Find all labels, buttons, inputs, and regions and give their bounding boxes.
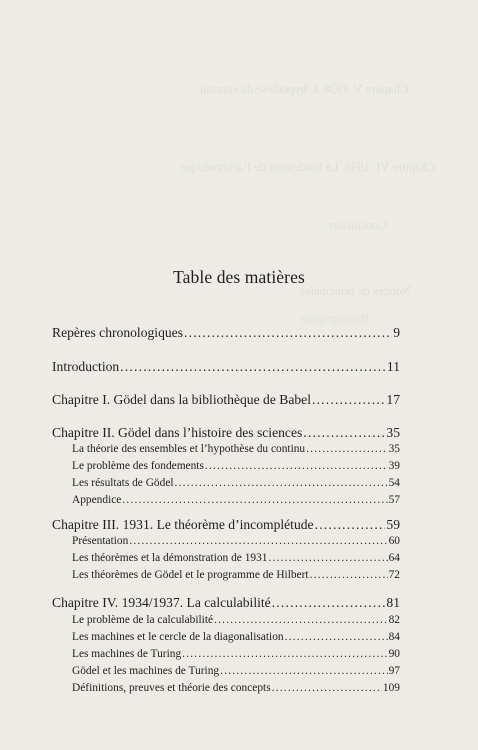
leader-dots [220,665,387,677]
leader-dots [312,392,385,408]
toc-subentry [72,535,400,547]
leader-dots [129,535,387,547]
toc-subentry [72,682,400,694]
toc-entry-label: Les résultats de Gödel [72,477,174,489]
toc-entry-label: Appendice [72,494,122,506]
toc-entry [52,325,400,341]
leader-dots [120,359,386,375]
toc-entry-label: Les machines et le cercle de la diagonalisation [72,631,284,643]
toc-entry-page: 59 [386,517,400,532]
toc-entry-label: Les machines de Turing [72,648,182,660]
leader-dots [272,595,386,611]
toc-entry-label: Introduction [52,359,120,374]
toc-entry-page: 109 [382,682,400,694]
toc-entry-label: Chapitre I. Gödel dans la bibliothèque de Babel [52,392,311,407]
toc-entry-label: Repères chronologiques [52,325,183,340]
toc-subentry [72,477,400,489]
toc-entry-page: 97 [388,665,400,677]
leader-dots [285,631,388,643]
toc-entry-label: Chapitre III. 1931. Le théorème d’incomplétude [52,517,314,532]
page-title: Table des matières [173,267,305,287]
toc-entry-page: 64 [388,552,400,564]
leader-dots [214,614,388,626]
leader-dots [315,517,386,533]
leader-dots [272,682,382,694]
toc-entry-label: La théorie des ensembles et l’hypothèse du continu [72,443,306,455]
toc-entry-page: 35 [386,425,400,440]
toc-entry-label: Le problème des fondements [72,460,204,472]
bleed-through-line: Chapitre VI. 1958. Le fondement de l’arithmétique [180,160,436,174]
toc-subentry [72,631,400,643]
toc-entry-page: 9 [393,325,400,340]
toc-entry-page: 35 [388,443,400,455]
bleed-through-line: Notices de principales [300,284,412,298]
toc-entry-label: Définitions, preuves et théorie des concepts [72,682,271,694]
leader-dots [268,552,387,564]
toc-subentry [72,569,400,581]
toc-entry [52,392,400,408]
toc-subentry [72,552,400,564]
toc-entry [52,595,400,611]
leader-dots [205,460,388,472]
leader-dots [182,648,387,660]
toc-entry-label: Les théorèmes et la démonstration de 1931 [72,552,268,564]
toc-entry-label: Chapitre IV. 1934/1937. La calculabilité [52,595,271,610]
toc-entry-page: 57 [388,494,400,506]
toc-entry-page: 17 [386,392,400,407]
toc-subentry [72,443,400,455]
toc-entry-page: 72 [388,569,400,581]
toc-subentry [72,665,400,677]
toc-entry-page: 82 [388,614,400,626]
toc-entry-page: 90 [388,648,400,660]
toc-subentry [72,614,400,626]
leader-dots [175,477,388,489]
toc-entry-page: 11 [386,359,400,374]
leader-dots [310,569,388,581]
toc-subentry [72,494,400,506]
toc-entry-label: Chapitre II. Gödel dans l’histoire des sciences [52,425,303,440]
leader-dots [122,494,387,506]
bleed-through-line: Chapitre V. 1938. L’hypothèse du continu [200,82,409,96]
toc-entry-page: 54 [388,477,400,489]
toc-entry-page: 84 [388,631,400,643]
leader-dots [303,425,385,441]
toc-entry-page: 39 [388,460,400,472]
toc-subentry [72,648,400,660]
leader-dots [184,325,392,341]
toc-entry-label: Les théorèmes de Gödel et le programme de Hilbert [72,569,309,581]
toc-entry-label: Présentation [72,535,129,547]
bleed-through-line: Bibliographie [300,312,369,326]
toc-entry [52,517,400,533]
leader-dots [306,443,387,455]
toc-subentry [72,460,400,472]
toc-entry-page: 81 [386,595,400,610]
toc-entry-label: Le problème de la calculabilité [72,614,214,626]
toc-entry-label: Gödel et les machines de Turing [72,665,220,677]
toc-entry [52,425,400,441]
toc-entry-page: 60 [388,535,400,547]
toc-entry [52,359,400,375]
bleed-through-line: Conclusion [330,218,387,232]
